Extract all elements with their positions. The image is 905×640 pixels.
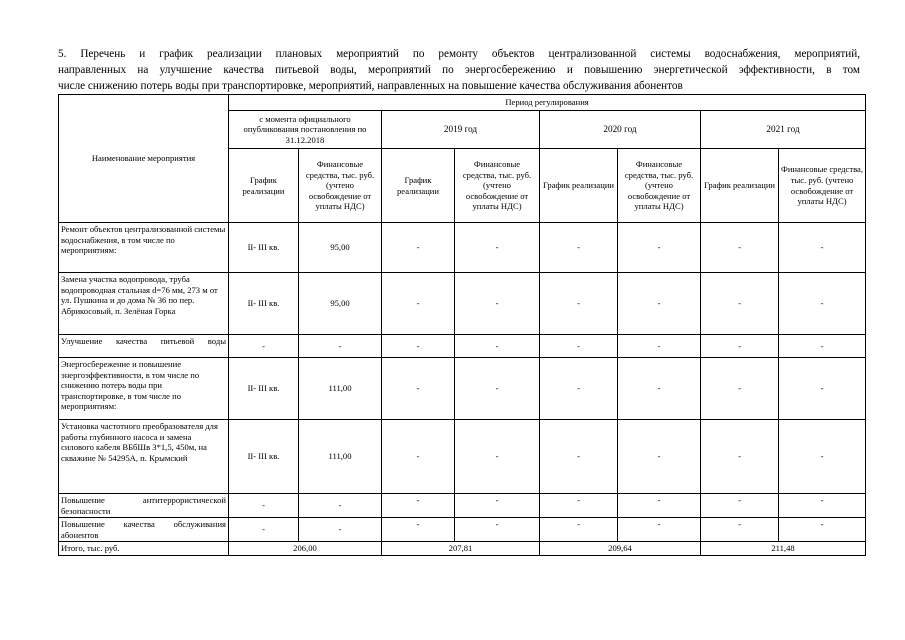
table-cell: - — [540, 420, 618, 494]
total-value: 207,81 — [382, 542, 540, 556]
finance-column-header: Финансовые средства, тыс. руб. (учтено освобождение от уплаты НДС) — [618, 149, 701, 223]
table-row — [59, 518, 866, 542]
table-cell: 95,00 — [299, 273, 382, 335]
table-cell: - — [618, 273, 701, 335]
name-column-header: Наименование мероприятия — [59, 95, 229, 223]
activity-name: Замена участка водопровода, труба водопроводная стальная d=76 мм, 273 м от ул. Пушкина и до дома № 36 по пер. Абрикосовый, п. Зелёная Горка — [59, 273, 229, 335]
total-value: 209,64 — [540, 542, 701, 556]
schedule-column-header: График реализации — [540, 149, 618, 223]
table-cell: - — [229, 518, 299, 542]
activity-name: Повышение качества обслуживания абонентов — [59, 518, 229, 542]
table-cell: - — [455, 494, 540, 518]
table-cell: - — [382, 420, 455, 494]
total-label: Итого, тыс. руб. — [59, 542, 229, 556]
table-cell: - — [455, 518, 540, 542]
table-cell: - — [779, 335, 866, 358]
table-cell: - — [299, 335, 382, 358]
table-cell: 111,00 — [299, 420, 382, 494]
heading-line: направленных на улучшение качества питьевой воды, мероприятий по энергосбережению и повышению энергетической эффективности, в том — [58, 64, 860, 76]
table-cell: - — [701, 273, 779, 335]
table-row — [59, 223, 866, 273]
table-row — [59, 420, 866, 494]
table-cell: - — [540, 518, 618, 542]
table-cell: - — [779, 358, 866, 420]
table-cell: - — [455, 273, 540, 335]
period-header: Период регулирования — [229, 95, 866, 111]
activity-name: Энергосбережение и повышение энергоэффективности, в том числе по снижению потерь воды при транспортировке, в том числе по мероприятиям: — [59, 358, 229, 420]
header-row — [59, 95, 866, 111]
period-label: 2021 год — [701, 111, 866, 149]
heading-line: числе снижению потерь воды при транспортировке, мероприятий, направленных на повышение качества обслуживания абонентов — [58, 80, 683, 92]
table-cell: - — [540, 273, 618, 335]
schedule-column-header: График реализации — [382, 149, 455, 223]
table-cell: - — [382, 358, 455, 420]
table-cell: - — [618, 518, 701, 542]
table-cell: - — [382, 223, 455, 273]
table-cell: - — [382, 335, 455, 358]
table-cell: - — [299, 518, 382, 542]
table-cell: - — [455, 358, 540, 420]
table-cell: - — [618, 358, 701, 420]
total-value: 206,00 — [229, 542, 382, 556]
activity-name: Установка частотного преобразователя для работы глубинного насоса и замена силового кабеля ВБбШв 3*1,5, 450м, на скважине № 54295А, п. Крымский — [59, 420, 229, 494]
table-row — [59, 273, 866, 335]
table-cell: 95,00 — [299, 223, 382, 273]
period-label: 2020 год — [540, 111, 701, 149]
table-cell: - — [701, 420, 779, 494]
total-row — [59, 542, 866, 556]
table-cell: - — [618, 335, 701, 358]
table-cell: - — [779, 494, 866, 518]
table-cell: - — [618, 420, 701, 494]
heading-line: 5. Перечень и график реализации плановых мероприятий по ремонту объектов централизованной системы водоснабжения, мероприятий, — [58, 48, 860, 60]
period-label: с момента официального опубликования постановления по 31.12.2018 — [229, 111, 382, 149]
activity-name: Ремонт объектов централизованной системы водоснабжения, в том числе по мероприятиям: — [59, 223, 229, 273]
schedule-column-header: График реализации — [229, 149, 299, 223]
table-cell: - — [540, 223, 618, 273]
activity-name: Повышение антитеррористической безопасности — [59, 494, 229, 518]
table-row — [59, 494, 866, 518]
table-cell: II- III кв. — [229, 223, 299, 273]
period-label: 2019 год — [382, 111, 540, 149]
finance-column-header: Финансовые средства, тыс. руб. (учтено освобождение от уплаты НДС) — [299, 149, 382, 223]
table-cell: - — [779, 518, 866, 542]
table-cell: - — [455, 420, 540, 494]
section-heading — [58, 46, 860, 94]
table-cell: II- III кв. — [229, 273, 299, 335]
table-cell: - — [540, 335, 618, 358]
table-cell: - — [382, 273, 455, 335]
table-cell: - — [779, 223, 866, 273]
table-cell: II- III кв. — [229, 358, 299, 420]
table-cell: - — [540, 494, 618, 518]
table-cell: - — [382, 518, 455, 542]
table-cell: - — [701, 494, 779, 518]
table-cell: - — [779, 273, 866, 335]
table-row — [59, 358, 866, 420]
activity-name: Улучшение качества питьевой воды — [59, 335, 229, 358]
table-cell: - — [455, 335, 540, 358]
table-cell: II- III кв. — [229, 420, 299, 494]
finance-column-header: Финансовые средства, тыс. руб. (учтено освобождение от уплаты НДС) — [455, 149, 540, 223]
schedule-column-header: График реализации — [701, 149, 779, 223]
table-cell: - — [229, 494, 299, 518]
table-cell: - — [701, 223, 779, 273]
finance-column-header: Финансовые средства, тыс. руб. (учтено освобождение от уплаты НДС) — [779, 149, 866, 223]
table-cell: - — [701, 335, 779, 358]
table-cell: 111,00 — [299, 358, 382, 420]
table-cell: - — [701, 518, 779, 542]
table-cell: - — [701, 358, 779, 420]
plan-table — [58, 94, 866, 556]
table-cell: - — [779, 420, 866, 494]
table-cell: - — [618, 223, 701, 273]
table-row — [59, 335, 866, 358]
table-cell: - — [455, 223, 540, 273]
total-value: 211,48 — [701, 542, 866, 556]
table-cell: - — [299, 494, 382, 518]
table-cell: - — [540, 358, 618, 420]
table-cell: - — [618, 494, 701, 518]
table-cell: - — [229, 335, 299, 358]
table-cell: - — [382, 494, 455, 518]
